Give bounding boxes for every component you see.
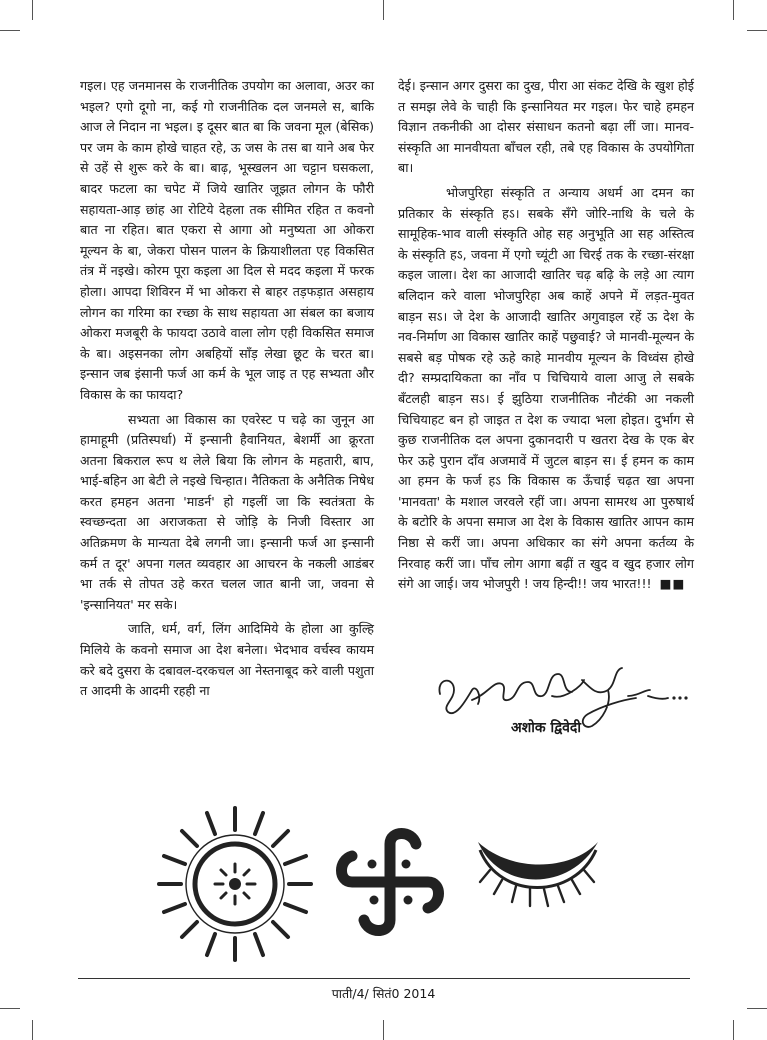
author-name: अशोक द्विवेदी xyxy=(511,720,581,736)
crop-mark xyxy=(383,1020,384,1040)
crop-mark xyxy=(32,1020,33,1040)
crescent-moon-icon xyxy=(478,842,598,906)
page-footer: पाती/4/ सितं0 2014 xyxy=(331,986,436,1001)
folk-art-illustration xyxy=(150,772,630,968)
paragraph: देई। इन्सान अगर दुसरा का दुख, पीरा आ संकट देखि के खुश होई त समझ लेवे के चाही कि इन्सानियत मर गइल। फेर चाहे हमहन विज्ञान तकनीकी आ दोसर संसाधन कतनो बढ़ा लीं जा। मानव-संस्कृति आ मानवीयता बाँचल रही, तबे एह विकास के उपयोगिता बा। xyxy=(398,78,694,176)
crop-mark xyxy=(747,30,767,31)
crop-mark xyxy=(747,1008,767,1009)
swastika-icon xyxy=(342,834,439,931)
crop-mark xyxy=(0,30,20,31)
paragraph: जाति, धर्म, वर्ग, लिंग आदिमिये के होला आ कुल्हि मिलिये के कवनो समाज आ देश बनेला। भेदभाव वर्चस्व कायम करे बदे दुसरा के दबावल-दरकचल आ नेस्तनाबूद करे वाली पशुता त आदमी के आदमी रहही ना xyxy=(80,621,374,699)
crop-mark xyxy=(0,1008,20,1009)
crop-mark xyxy=(32,0,33,20)
sun-icon xyxy=(159,808,311,960)
right-column xyxy=(398,76,694,595)
crop-mark xyxy=(383,0,384,20)
crop-mark xyxy=(733,0,734,20)
paragraph: गइल। एह जनमानस के राजनीतिक उपयोग का अलावा, अउर का भइल? एगो दूगो ना, कई गो राजनीतिक दल जनमले स, बाकि आज ले निदान ना भइल। इ दूसर बात बा कि जवना मूल (बेसिक) पर जम के काम होखे चाहत रहे, ऊ जस के तस बा याने अब फेर से उहें से शुरू करे के बा। बाढ़, भूस्खलन आ चट्टान घसकला, बादर फटला का चपेट में जिये खातिर जूझत लोगन के फौरी सहायता-आड़ छांह आ रोटिये देहला तक सीमित रहित त कवनो बात ना रहित। बात एकरा से आगा ओ मनुष्यता आ ओकरा मूल्यन के बा, जेकरा पोसन पालन के क्रियाशीलता एह विकसित तंत्र में नइखे। कोरम पूरा कइला आ दिल से मदद कइला में फरक होला। आपदा शिविरन में भा ओकरा से बाहर तड़फड़ात असहाय लोगन का गरिमा का रच्छा के साथ सहायता आ संबल का बजाय ओकरा मजबूरी के फायदा उठावे वाला लोग एही विकसित समाज के बा। अइसनका लोग अबहियों साँड़ लेखा छूट के चरत बा। इन्सान जब इंसानी फर्ज आ कर्म के भूल जाइ त एह सभ्यता और विकास के का फायदा? xyxy=(80,78,374,402)
end-mark: ■■ xyxy=(659,576,686,592)
footer-divider xyxy=(78,978,690,979)
crop-mark xyxy=(733,1020,734,1040)
paragraph: सभ्यता आ विकास का एवरेस्ट प चढ़े का जुनून आ हामाहूमी (प्रतिस्पर्धा) में इन्सानी हैवानियत, बेशर्मी आ क्रूरता अतना बिकराल रूप थ लेले बिया कि लोगन के महतारी, बाप, भाई-बहिन आ बेटी ले नइखे चिन्हात। नैतिकता के अनैतिक निषेध करत हमहन अतना 'माडर्न' हो गइलीं जा कि स्वतंत्रता के स्वच्छन्दता आ अराजकता से जोड़ि के निजी विस्तार आ अतिक्रमण के मान्यता देबे लगनी जा। इन्सानी फर्ज आ इन्सानी कर्म त दूर' अपना गलत व्यवहार आ आचरन के नकली आडंबर भा तर्क से तोपत उहे करत चलल जात बानी जा, जवना से 'इन्सानियत' मर सके। xyxy=(80,411,374,612)
paragraph: भोजपुरिहा संस्कृति त अन्याय अधर्म आ दमन का प्रतिकार के संस्कृति हऽ। सबके सँगे जोरि-नाथि के चले के सामूहिक-भाव वाली संस्कृति ओह सह अनुभूति आ सह अस्तित्व के संस्कृति हऽ, जवना में एगो च्यूंटी आ चिरई तक के रच्छा-संरक्षा कइल जाला। देश का आजादी खातिर चढ़ बढ़ि के लड़े आ त्याग बलिदान करे वाला भोजपुरिहा अब काहें अपने में लड़त-मुवत बाड़न सऽ। जे देश के आजादी खातिर अगुवाइल रहें ऊ देश के नव-निर्माण आ विकास खातिर काहें पछुवाई? जे मानवी-मूल्यन के सबसे बड़ पोषक रहे ऊहे काहे मानवीय मूल्यन के विध्वंस होखे दी? सम्प्रदायिकता का नाँव प चिचियाये वाला आजु ले सबके बँटलही बाड़न सऽ। ई झुठिया राजनीतिक नौटंकी आ नकली चिचियाहट बन हो जाइत त देश क ज्यादा भला होइत। दुर्भाग से कुछ राजनीतिक दल अपना दुकानदारी प खतरा देख के एक बेर फेर ऊहे पुरान दाँव अजमावें में जुटल बाड़न स। ई हमन क काम आ हमन के फर्ज हऽ कि विकास क ऊँचाई चढ़त खा अपना 'मानवता' के मशाल जरवले रहीं जा। अपना सामरथ आ पुरुषार्थ के बटोरि के अपना समाज आ देश के विकास खातिर आपन काम निष्ठा से करीं जा। अपना अधिकार का संगे अपना कर्तव्य के निरवाह करीं जा। पाँच लोग आगा बढ़ीं त खुद व खुद हजार लोग संगे आ जाई। जय भोजपुरी ! जय हिन्दी!! जय भारत!!! xyxy=(398,184,694,592)
left-column xyxy=(80,76,374,702)
